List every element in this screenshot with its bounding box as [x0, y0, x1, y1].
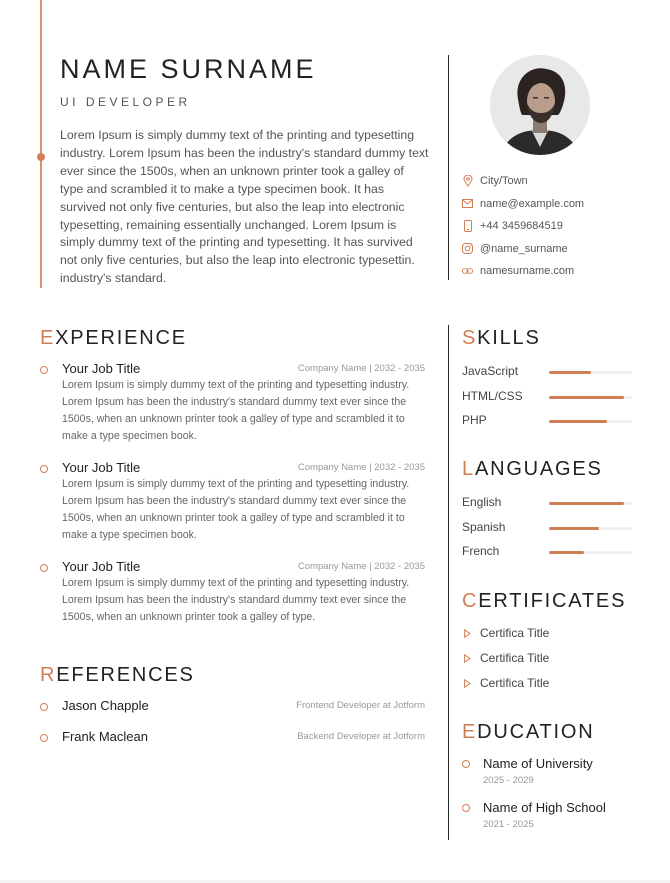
reference-role: Backend Developer at Jotform	[297, 731, 425, 742]
reference-name: Jason Chapple	[62, 698, 149, 713]
circle-bullet-icon	[462, 760, 470, 768]
certificate-title: Certifica Title	[480, 651, 550, 665]
job-description: Lorem Ipsum is simply dummy text of the printing and typesetting industry. Lorem Ipsum has been the industry's standard dummy text ever since the 1500s, when an unknown printer took a galley of type.	[62, 577, 410, 623]
contact-instagram[interactable]	[462, 238, 584, 261]
column-divider-bottom	[448, 325, 449, 840]
reference-item	[40, 700, 425, 716]
certificates-heading: CERTIFICATES	[462, 590, 627, 612]
contact-email[interactable]	[462, 193, 584, 216]
skills-item	[462, 413, 634, 429]
job-title: Your Job Title	[62, 460, 141, 475]
certificate-title: Certifica Title	[480, 676, 550, 690]
reference-role: Frontend Developer at Jotform	[296, 700, 425, 711]
job-description: Lorem Ipsum is simply dummy text of the printing and typesetting industry. Lorem Ipsum has been the industry's standard dummy text ever since the 1500s, when an unknown printer took a galley of type and scrambled it to make a type specimen book.	[62, 478, 410, 541]
circle-bullet-icon	[40, 734, 48, 742]
experience-item	[40, 462, 425, 548]
job-title: Your Job Title	[62, 559, 141, 574]
skills-level-track	[549, 371, 632, 374]
skills-item	[462, 364, 634, 380]
education-heading: EDUCATION	[462, 721, 595, 743]
experience-item	[40, 363, 425, 449]
skills-level-bar	[549, 371, 591, 374]
job-description: Lorem Ipsum is simply dummy text of the printing and typesetting industry. Lorem Ipsum has been the industry's standard dummy text ever since the 1500s, when an unknown printer took a galley of type and scrambled it to make a type specimen book.	[62, 379, 410, 442]
skills-heading: SKILLS	[462, 327, 541, 349]
instagram-icon	[462, 243, 473, 254]
school-years: 2025 - 2029	[483, 775, 534, 786]
link-icon	[462, 266, 473, 277]
education-item	[462, 801, 642, 835]
person-portrait-icon	[490, 55, 590, 155]
circle-bullet-icon	[40, 465, 48, 473]
references-heading: REFERENCES	[40, 664, 195, 686]
profile-summary: Lorem Ipsum is simply dummy text of the printing and typesetting industry. Lorem Ipsum has been the industry's standard dummy text ever since the 1500s, when an unknown printer took a galley of type and scrambled it to make a type specimen book. It has survived not only five centuries, but also the leap into electronic typesetting, remaining essentially unchanged. Lorem Ipsum is simply dummy text of the printing and typesetting. It has survived not only five centuries, but also the leap into electronic typesettin. industry's standard.	[60, 128, 429, 286]
contact-location	[462, 170, 584, 193]
languages-level-bar	[549, 551, 584, 554]
skills-level-track	[549, 420, 632, 423]
contact-list	[462, 170, 584, 283]
profile-photo	[490, 55, 590, 155]
contact-website[interactable]	[462, 260, 584, 283]
skills-level-bar	[549, 396, 624, 399]
full-name: NAME SURNAME	[60, 54, 317, 84]
skills-level-bar	[549, 420, 607, 423]
job-title: Your Job Title	[62, 361, 141, 376]
languages-level-track	[549, 551, 632, 554]
experience-item	[40, 561, 425, 631]
left-accent-line	[40, 0, 42, 288]
skills-label: PHP	[462, 413, 487, 427]
languages-level-track	[549, 527, 632, 530]
skills-label: JavaScript	[462, 364, 519, 378]
job-company-dates: Company Name | 2032 - 2035	[297, 561, 425, 572]
languages-label: French	[462, 544, 500, 558]
skills-label: HTML/CSS	[462, 388, 523, 403]
languages-item	[462, 495, 634, 511]
circle-bullet-icon	[40, 564, 48, 572]
website-text[interactable]: namesurname.com	[480, 265, 575, 278]
phone-text[interactable]: +44 3459684519	[480, 220, 563, 233]
school-name: Name of University	[483, 756, 593, 771]
languages-level-bar	[549, 527, 599, 530]
play-triangle-icon	[464, 629, 471, 638]
skills-item	[462, 389, 634, 405]
location-text: City/Town	[480, 175, 528, 188]
skills-level-track	[549, 396, 632, 399]
certificate-title: Certifica Title	[480, 626, 550, 640]
experience-heading: EXPERIENCE	[40, 327, 187, 349]
job-company-dates: Company Name | 2032 - 2035	[297, 462, 425, 473]
languages-item	[462, 520, 634, 536]
reference-item	[40, 731, 425, 747]
languages-level-track	[549, 502, 632, 505]
languages-heading: LANGUAGES	[462, 458, 603, 480]
education-item	[462, 757, 642, 791]
reference-name: Frank Maclean	[62, 729, 148, 744]
job-role: UI DEVELOPER	[60, 95, 191, 109]
school-years: 2021 - 2025	[483, 819, 534, 830]
play-triangle-icon	[464, 654, 471, 663]
email-text[interactable]: name@example.com	[480, 197, 585, 210]
phone-icon	[462, 221, 473, 232]
location-pin-icon	[462, 176, 473, 187]
column-divider-top	[448, 55, 449, 280]
left-accent-dot	[37, 153, 45, 161]
languages-label: Spanish	[462, 519, 506, 534]
circle-bullet-icon	[40, 366, 48, 374]
languages-label: English	[462, 495, 502, 509]
circle-bullet-icon	[40, 703, 48, 711]
envelope-icon	[462, 198, 473, 209]
school-name: Name of High School	[483, 800, 606, 815]
play-triangle-icon	[464, 679, 471, 688]
job-company-dates: Company Name | 2032 - 2035	[297, 363, 425, 374]
languages-item	[462, 544, 634, 560]
instagram-text[interactable]: @name_surname	[480, 242, 568, 255]
circle-bullet-icon	[462, 804, 470, 812]
languages-level-bar	[549, 502, 624, 505]
contact-phone[interactable]	[462, 215, 584, 238]
